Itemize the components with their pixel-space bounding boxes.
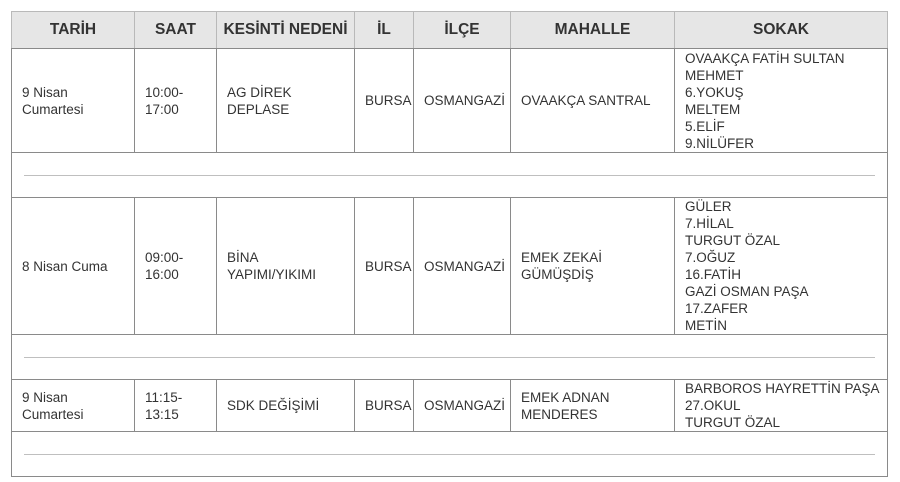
cell-line: DEPLASE	[227, 101, 290, 117]
cell-line: 8 Nisan Cuma	[22, 258, 108, 274]
cell-line: 11:15-	[145, 389, 183, 405]
cell-line: Cumartesi	[22, 406, 84, 422]
cell-line: EMEK ADNAN	[521, 389, 610, 405]
header-sokak: SOKAK	[675, 12, 888, 49]
spacer-row	[12, 153, 888, 198]
table-row	[12, 49, 888, 153]
cell-line: 09:00-	[145, 250, 184, 265]
street-item: 7.HİLAL	[685, 216, 734, 231]
cell-ilce: OSMANGAZİ	[414, 380, 511, 432]
cell-line: 17:00	[145, 101, 179, 117]
cell-line: 10:00-	[145, 84, 184, 100]
street-item: GÜLER	[685, 199, 732, 214]
street-item: TURGUT ÖZAL	[685, 415, 781, 430]
cell-line: OVAAKÇA SANTRAL	[521, 93, 651, 108]
cell-mahalle	[511, 49, 675, 153]
street-item: TURGUT ÖZAL	[685, 233, 781, 248]
street-item: METİN	[685, 318, 727, 333]
header-mahalle: MAHALLE	[511, 12, 675, 49]
cell-kesinti-nedeni	[217, 380, 355, 432]
cell-saat	[135, 198, 217, 335]
cell-line: GÜMÜŞDİŞ	[521, 267, 594, 282]
cell-line: AG DİREK	[227, 84, 292, 100]
cell-line: YAPIMI/YIKIMI	[227, 267, 317, 282]
header-saat: SAAT	[135, 12, 217, 49]
street-item: OVAAKÇA FATİH SULTAN	[685, 50, 845, 66]
spacer-row	[12, 432, 888, 477]
cell-tarih	[12, 380, 135, 432]
spacer-row	[12, 335, 888, 380]
cell-sokak	[675, 198, 888, 335]
street-item: GAZİ OSMAN PAŞA	[685, 284, 809, 299]
cell-sokak	[675, 49, 888, 153]
cell-line: 9 Nisan	[22, 84, 68, 100]
header-row	[12, 12, 888, 49]
cell-mahalle	[511, 198, 675, 335]
table-row	[12, 198, 888, 335]
table-row	[12, 380, 888, 432]
cell-line: SDK DEĞİŞİMİ	[227, 398, 320, 413]
street-item: 17.ZAFER	[685, 301, 749, 316]
street-item: MELTEM	[685, 101, 741, 117]
cell-line: EMEK ZEKAİ	[521, 250, 603, 265]
outage-table-container	[11, 11, 888, 477]
cell-tarih	[12, 198, 135, 335]
divider	[24, 454, 875, 455]
street-item: BARBOROS HAYRETTİN PAŞA	[685, 381, 880, 396]
cell-line: 16:00	[145, 267, 179, 282]
cell-kesinti-nedeni	[217, 49, 355, 153]
street-item: MEHMET	[685, 67, 744, 83]
cell-il: BURSA	[355, 49, 414, 153]
street-item: 27.OKUL	[685, 398, 741, 413]
street-item: 5.ELİF	[685, 118, 725, 134]
cell-ilce: OSMANGAZİ	[414, 198, 511, 335]
power-outage-table	[11, 11, 888, 477]
header-kesinti-nedeni: KESİNTİ NEDENİ	[217, 12, 355, 49]
street-item: 9.NİLÜFER	[685, 135, 755, 151]
cell-sokak	[675, 380, 888, 432]
cell-mahalle	[511, 380, 675, 432]
street-item: 7.OĞUZ	[685, 250, 736, 265]
cell-saat	[135, 380, 217, 432]
cell-ilce: OSMANGAZİ	[414, 49, 511, 153]
divider	[24, 357, 875, 358]
cell-il: BURSA	[355, 198, 414, 335]
cell-il: BURSA	[355, 380, 414, 432]
cell-line: Cumartesi	[22, 101, 84, 117]
cell-kesinti-nedeni	[217, 198, 355, 335]
street-item: 16.FATİH	[685, 267, 742, 282]
street-item: 6.YOKUŞ	[685, 84, 744, 100]
cell-line: 9 Nisan	[22, 389, 68, 405]
header-tarih: TARİH	[12, 12, 135, 49]
header-il: İL	[355, 12, 414, 49]
header-ilce: İLÇE	[414, 12, 511, 49]
cell-saat	[135, 49, 217, 153]
divider	[24, 175, 875, 176]
cell-line: 13:15	[145, 406, 179, 422]
cell-line: BİNA	[227, 250, 259, 265]
cell-line: MENDERES	[521, 406, 598, 422]
cell-tarih	[12, 49, 135, 153]
